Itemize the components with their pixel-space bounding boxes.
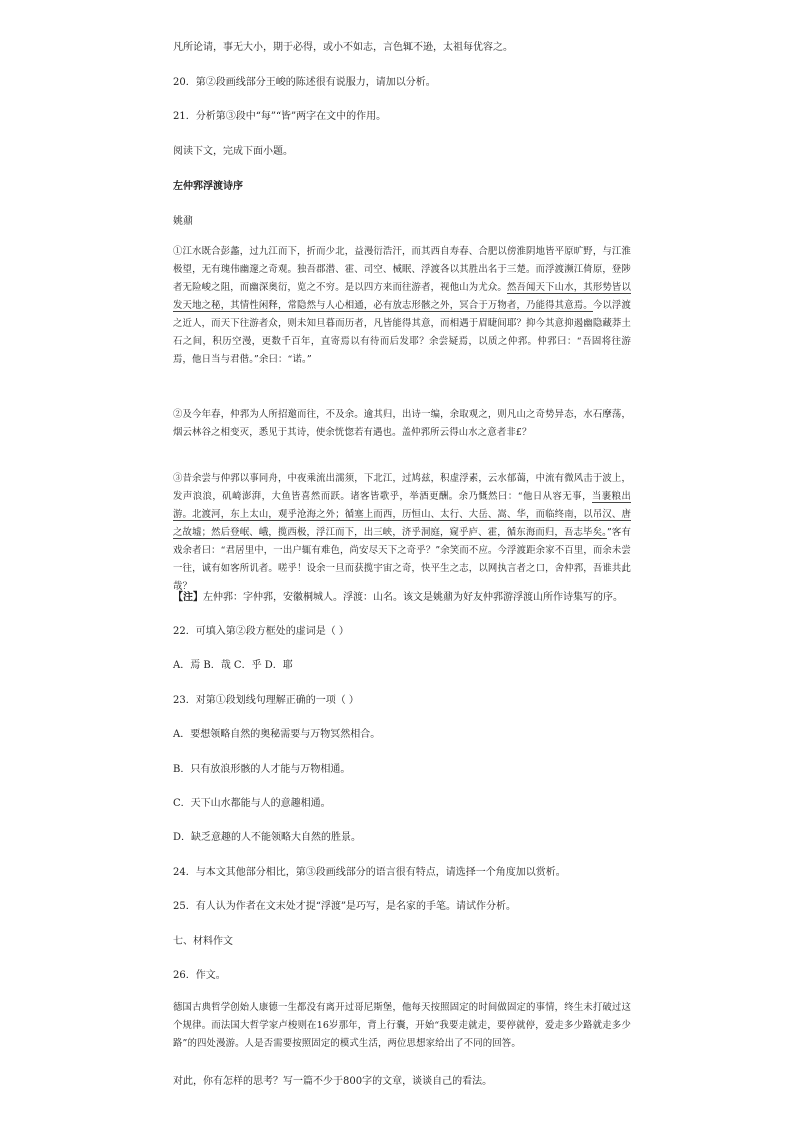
paragraph-3-part-c: ”客有戏余者曰：“君居里中，一出户辄有难色，尚安尽天下之奇乎？”余笑而不应。今浮渡距余家不百里，而余未尝一往，诚有如客所讥者。嗟乎！设余一旦而获揽宇宙之奇，快平生之志，以网执言者之口，舍仲郛，吾谁共此哉？	[173, 527, 631, 592]
question-25: 25．有人认为作者在文末处才提“浮渡”是巧写，是名家的手笔。请试作分析。	[173, 901, 516, 912]
essay-material: 德国古典哲学创始人康德一生都没有离开过哥尼斯堡，他每天按照固定的时间做固定的事情，终生未打破过这个规律。而法国大哲学家卢梭则在16岁那年，背上行囊，开始“我要走就走，要停就停，爱走多少路就走多少路”的四处漫游。人是否需要按照固定的模式生活，两位思想家给出了不同的回答。	[173, 1002, 631, 1049]
note-tag: 【注】	[173, 592, 203, 603]
paragraph-3-part-a: ③昔余尝与仲郛以事同舟，中夜乘流出濡须，下北江，过鸠兹，积虚浮素，云水郁蔼，中流有微风击于波上，发声浪浪，矶崎澎湃，大鱼皆喜然而跃。诸客皆歌乎，举酒更酬。余乃慨然曰：“他日从容无事，	[173, 473, 631, 502]
paragraph-1-part-c: 今以浮渡之近人，而天下往游者众，则未知旦暮而历者，凡皆能得其意，而相遇于眉睫间耶？抑今其意抑遏幽隐藏莽土石之间，积历空漫，更数千百年，直寄焉以有待而后发耶？余尝疑焉，以质之仲郛。仲郛曰：“吾固将往游焉，他日当与君偕。”余曰：“诺。”	[173, 300, 631, 365]
reading-instruction: 阅读下文，完成下面小题。	[173, 146, 293, 157]
paragraph-1	[173, 243, 631, 369]
question-23-option-c: C．天下山水都能与人的意趣相通。	[173, 798, 331, 809]
question-26: 26．作文。	[173, 970, 226, 981]
question-20: 20．第②段画线部分王峻的陈述很有说服力，请加以分析。	[173, 77, 436, 88]
paragraph-2: ②及今年春，仲郛为人所招邀而往，不及余。逾其归，出诗一编，余取观之，则凡山之奇势异态，水石摩荡，烟云林谷之相变灭，悉见于其诗，使余恍惚若有遇也。盖仲郛所云得山水之意者非£？	[173, 409, 631, 438]
paragraph-3-underlined: 当裹粮出游。北渡河，东上太山，观乎沧海之外；循塞上而西，历恒山、太行、大岳、嵩、华，而临终南，以吊汉、唐之故墟；然后登岷、峨，揽西极，浮江而下，出三峡，济乎洞庭，窥乎庐、霍，循东海而归，吾志毕矣。	[173, 491, 631, 538]
essay-prompt: 对此，你有怎样的思考？写一篇不少于800字的文章，谈谈自己的看法。	[173, 1076, 493, 1087]
note-text: 左仲郛：字仲郛，安徽桐城人。浮渡：山名。该文是姚鼐为好友仲郛游浮渡山所作诗集写的序。	[203, 592, 623, 603]
section-7-heading: 七、材料作文	[173, 936, 233, 947]
paragraph-3	[173, 470, 631, 596]
passage-title: 左仲郛浮渡诗序	[173, 181, 243, 192]
passage-last-line: 凡所论请，事无大小，期于必得，或小不如志，言色辄不逊，太祖每优容之。	[173, 42, 513, 53]
annotation-note	[173, 591, 623, 605]
question-23-option-d: D．缺乏意趣的人不能领略大自然的胜景。	[173, 832, 362, 843]
question-22-options: A．焉 B．哉 C．乎 D．耶	[173, 660, 293, 671]
paragraph-1-underlined: 然吾闻天下山水，其形势皆以发天地之秘，其情性闲释，常隐然与人心相通，必有放志形骸之外，冥合于万物者，乃能得其意焉。	[173, 282, 631, 311]
question-22: 22．可填入第②段方框处的虚词是（ ）	[173, 626, 349, 637]
passage-author: 姚鼐	[173, 216, 193, 227]
question-21: 21．分析第③段中“每”“皆”两字在文中的作用。	[173, 111, 387, 122]
question-24: 24．与本文其他部分相比，第③段画线部分的语言很有特点，请选择一个角度加以赏析。	[173, 867, 566, 878]
paragraph-1-part-a: ①江水既合彭蠡，过九江而下，折而少北，益漫衍浩汗，而其西自寿春、合肥以傍淮阴地皆平原旷野，与江淮极望，无有瑰伟幽邃之奇观。独吾郡潜、霍、司空、械眠、浮渡各以其胜出名于三楚。而浮渡濒江倚原，登陟者无险峻之阻，而幽深奥衍，览之不穷。是以四方来而往游者，视他山为尤众。	[173, 246, 631, 293]
question-23-option-a: A．要想领略自然的奥秘需要与万物冥然相合。	[173, 729, 381, 740]
question-23: 23．对第①段划线句理解正确的一项（ ）	[173, 695, 359, 706]
question-23-option-b: B．只有放浪形骸的人才能与万物相通。	[173, 764, 351, 775]
